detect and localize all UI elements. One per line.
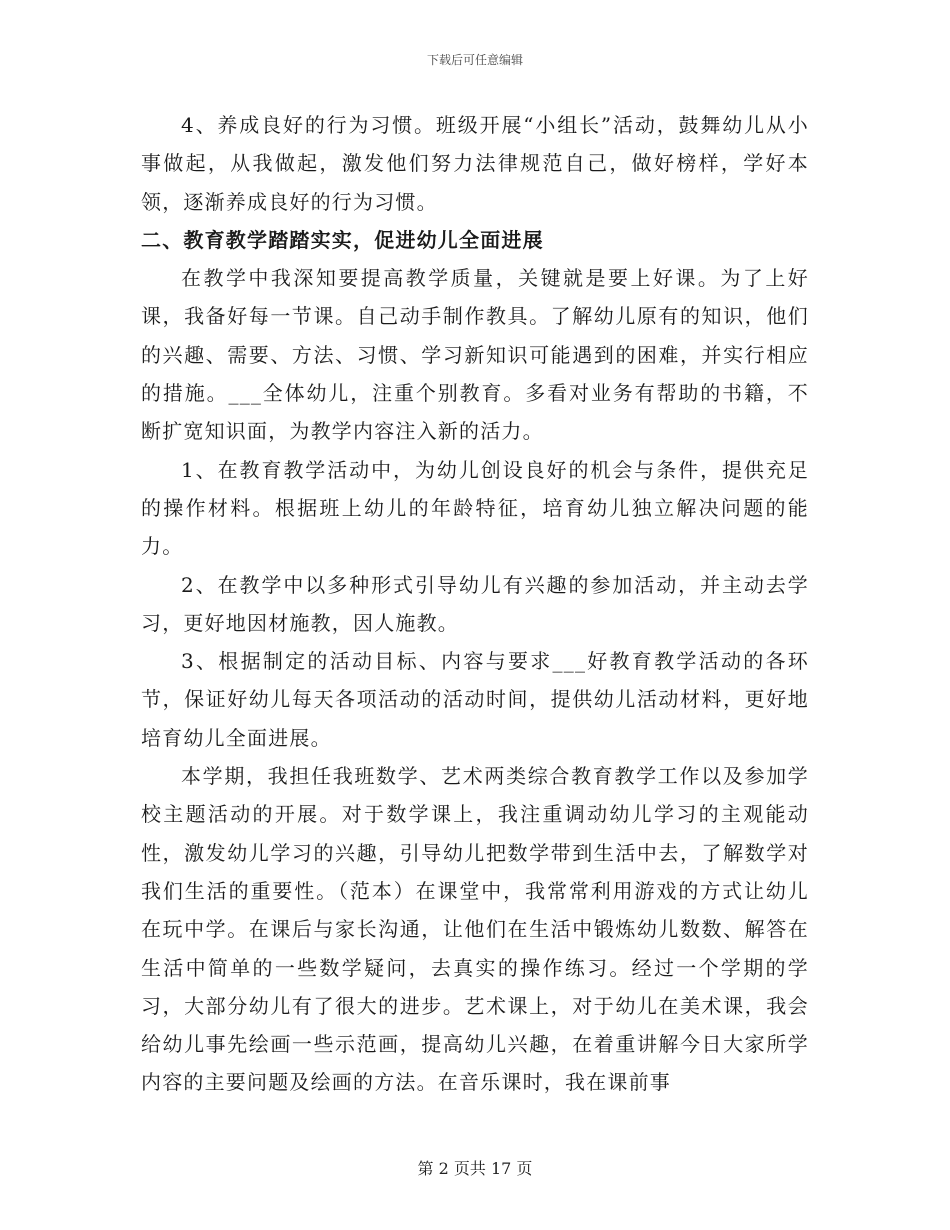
document-body <box>141 106 809 1102</box>
paragraph-teaching-quality: 在教学中我深知要提高教学质量，关键就是要上好课。为了上好课，我备好每一节课。自己动手制作教具。了解幼儿原有的知识，他们的兴趣、需要、方法、习惯、学习新知识可能遇到的困难，并实行相应的措施。___全体幼儿，注重个别教育。多看对业务有帮助的书籍，不断扩宽知识面，为教学内容注入新的活力。 <box>141 266 809 444</box>
section-heading: 二、教育教学踏踏实实，促进幼儿全面进展 <box>141 227 544 252</box>
paragraph-item-3: 3、根据制定的活动目标、内容与要求___好教育教学活动的各环节，保证好幼儿每天各项活动的活动时间，提供幼儿活动材料，更好地培育幼儿全面进展。 <box>141 649 809 750</box>
paragraph-semester: 本学期，我担任我班数学、艺术两类综合教育教学工作以及参加学校主题活动的开展。对于数学课上，我注重调动幼儿学习的主观能动性，激发幼儿学习的兴趣，引导幼儿把数学带到生活中去，了解数学对我们生活的重要性。（范本）在课堂中，我常常利用游戏的方式让幼儿在玩中学。在课后与家长沟通，让他们在生活中锻炼幼儿数数、解答在生活中简单的一些数学疑问，去真实的操作练习。经过一个学期的学习，大部分幼儿有了很大的进步。艺术课上，对于幼儿在美术课，我会给幼儿事先绘画一些示范画，提高幼儿兴趣，在着重讲解今日大家所学内容的主要问题及绘画的方法。在音乐课时，我在课前事 <box>141 764 809 1095</box>
paragraph-item-2: 2、在教学中以多种形式引导幼儿有兴趣的参加活动，并主动去学习，更好地因材施教，因人施教。 <box>141 572 809 635</box>
page-header: 下载后可任意编辑 <box>426 53 523 67</box>
page-footer: 第 2 页共 17 页 <box>417 1159 533 1178</box>
paragraph-habits: 4、养成良好的行为习惯。班级开展“小组长”活动，鼓舞幼儿从小事做起，从我做起，激发他们努力法律规范自己，做好榜样，学好本领，逐渐养成良好的行为习惯。 <box>141 113 809 214</box>
paragraph-item-1: 1、在教育教学活动中，为幼儿创设良好的机会与条件，提供充足的操作材料。根据班上幼儿的年龄特征，培育幼儿独立解决问题的能力。 <box>141 457 809 559</box>
